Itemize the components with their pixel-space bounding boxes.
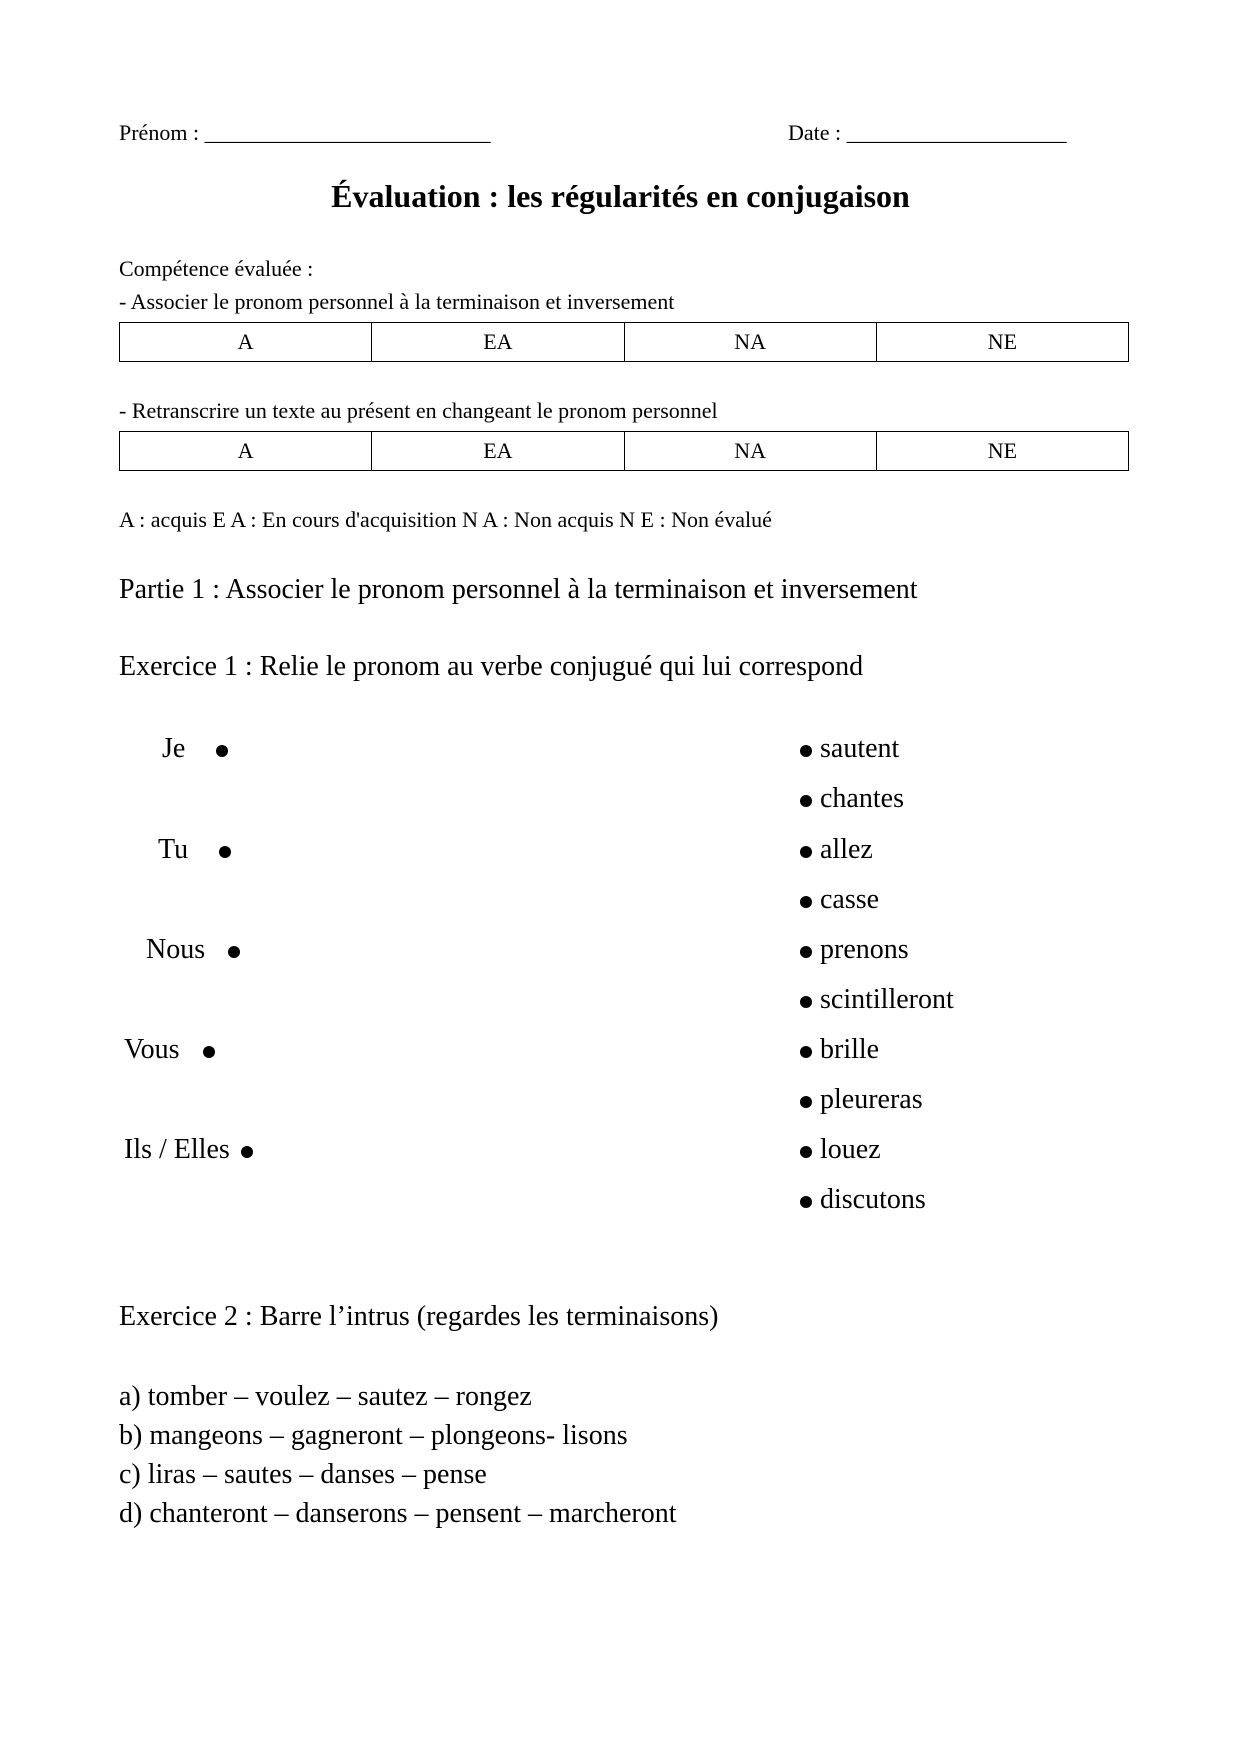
- intrus-line-b[interactable]: b) mangeons – gagneront – plongeons- lisons: [119, 1420, 628, 1451]
- connector-dot-icon[interactable]: [800, 1046, 812, 1058]
- date-blank[interactable]: ____________________: [846, 120, 1067, 145]
- connector-dot-icon[interactable]: [800, 946, 812, 958]
- date-field[interactable]: [788, 120, 1067, 146]
- first-name-blank[interactable]: __________________________: [204, 120, 491, 145]
- connector-dot-icon[interactable]: [800, 896, 812, 908]
- grade-cell-a[interactable]: A: [120, 323, 372, 362]
- pronoun-ils-elles: Ils / Elles: [124, 1134, 253, 1166]
- connector-dot-icon[interactable]: [800, 846, 812, 858]
- connector-dot-icon[interactable]: [800, 795, 812, 807]
- grade-cell-ne[interactable]: NE: [876, 432, 1128, 471]
- verb-item: brille: [800, 1034, 879, 1066]
- grade-cell-a[interactable]: A: [120, 432, 372, 471]
- pronoun-tu: Tu: [158, 834, 231, 866]
- intrus-line-d[interactable]: d) chanteront – danserons – pensent – marcheront: [119, 1498, 677, 1529]
- connector-dot-icon[interactable]: [203, 1046, 215, 1058]
- connector-dot-icon[interactable]: [219, 846, 231, 858]
- connector-dot-icon[interactable]: [216, 745, 228, 757]
- exercise2-list: [119, 1377, 676, 1533]
- verb-item: sautent: [800, 733, 899, 765]
- grade-cell-na[interactable]: NA: [624, 432, 876, 471]
- competence-1-grade-table: [119, 322, 1129, 362]
- competence-2-text: - Retranscrire un texte au présent en changeant le pronom personnel: [119, 398, 718, 423]
- connector-dot-icon[interactable]: [800, 996, 812, 1008]
- intrus-line-c[interactable]: c) liras – sautes – danses – pense: [119, 1459, 487, 1490]
- exercise1-title: Exercice 1 : Relie le pronom au verbe conjugué qui lui correspond: [119, 651, 864, 682]
- first-name-label: Prénom :: [119, 120, 200, 145]
- page-title: Évaluation : les régularités en conjugaison: [331, 178, 910, 214]
- first-name-field[interactable]: [119, 120, 491, 146]
- grade-legend: A : acquis E A : En cours d'acquisition N A : Non acquis N E : Non évalué: [119, 507, 772, 532]
- grade-cell-ea[interactable]: EA: [372, 323, 624, 362]
- verb-item: pleureras: [800, 1084, 923, 1116]
- connector-dot-icon[interactable]: [800, 1146, 812, 1158]
- grade-cell-na[interactable]: NA: [624, 323, 876, 362]
- pronoun-nous: Nous: [146, 934, 240, 966]
- verb-item: louez: [800, 1134, 881, 1166]
- pronoun-je: Je: [162, 733, 228, 765]
- verb-item: casse: [800, 884, 879, 916]
- intrus-line-a[interactable]: a) tomber – voulez – sautez – rongez: [119, 1381, 532, 1412]
- verb-item: scintilleront: [800, 984, 954, 1016]
- verb-item: allez: [800, 834, 873, 866]
- exercise2-title: Exercice 2 : Barre l’intrus (regardes les terminaisons): [119, 1301, 719, 1332]
- competence-heading: Compétence évaluée :: [119, 256, 314, 281]
- competence-1-text: - Associer le pronom personnel à la terminaison et inversement: [119, 289, 675, 314]
- pronoun-vous: Vous: [124, 1034, 215, 1066]
- verb-item: chantes: [800, 783, 904, 815]
- verb-item: prenons: [800, 934, 909, 966]
- connector-dot-icon[interactable]: [228, 946, 240, 958]
- connector-dot-icon[interactable]: [800, 1096, 812, 1108]
- connector-dot-icon[interactable]: [800, 1196, 812, 1208]
- connector-dot-icon[interactable]: [800, 745, 812, 757]
- date-label: Date :: [788, 120, 842, 145]
- grade-cell-ne[interactable]: NE: [876, 323, 1128, 362]
- competence-2-grade-table: [119, 431, 1129, 471]
- verb-item: discutons: [800, 1184, 926, 1216]
- connector-dot-icon[interactable]: [241, 1146, 253, 1158]
- grade-cell-ea[interactable]: EA: [372, 432, 624, 471]
- part1-title: Partie 1 : Associer le pronom personnel à la terminaison et inversement: [119, 574, 918, 605]
